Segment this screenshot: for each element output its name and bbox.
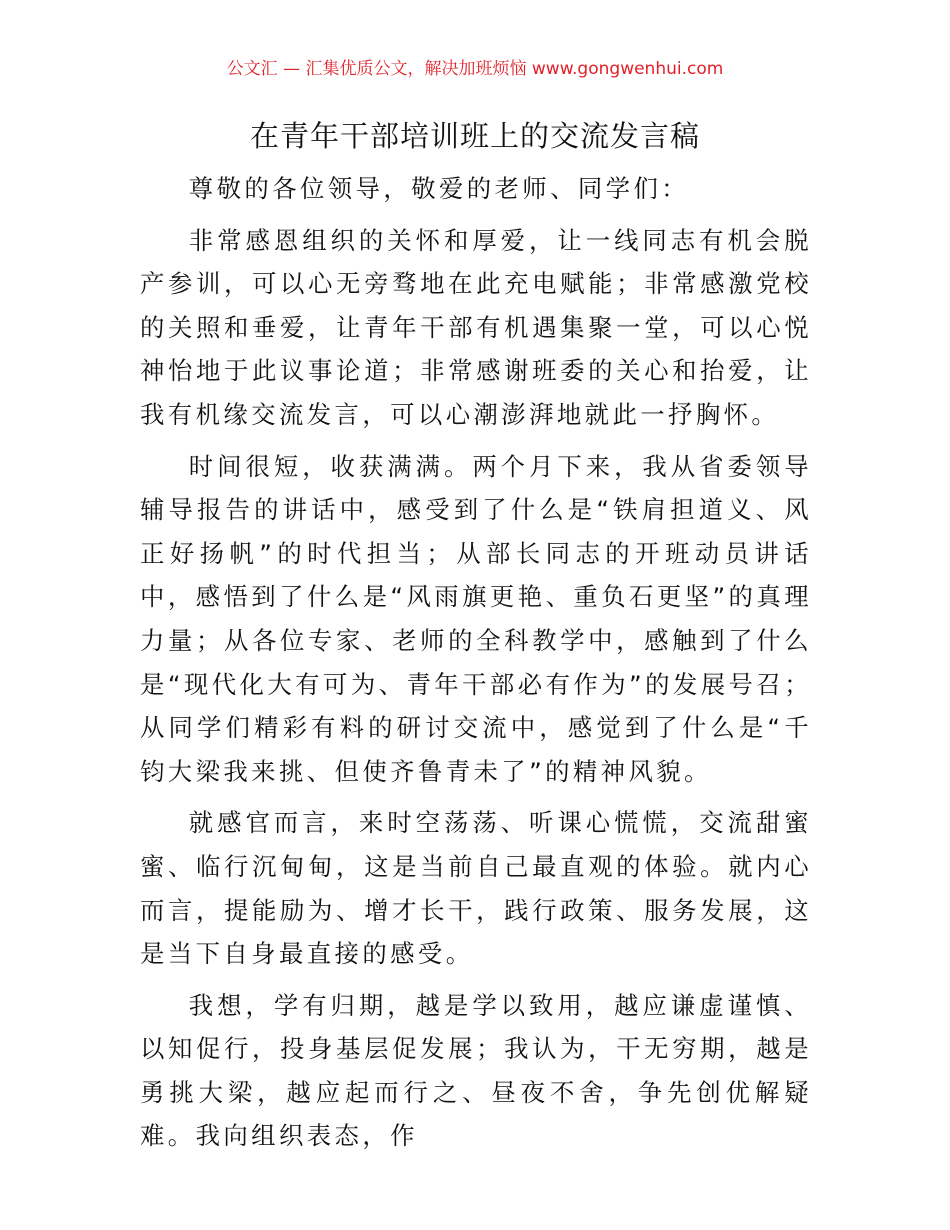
document-body	[140, 167, 812, 1166]
body-paragraph-4: 我想，学有归期，越是学以致用，越应谦虚谨慎、以知促行，投身基层促发展；我认为，干无穷期，越是勇挑大梁，越应起而行之、昼夜不舍，争先创优解疑难。我向组织表态，作	[140, 990, 812, 1151]
body-paragraph-3: 就感官而言，来时空荡荡、听课心慌慌，交流甜蜜蜜、临行沉甸甸，这是当前自己最直观的体验。就内心而言，提能励为、增才长干，践行政策、服务发展，这是当下自身最直接的感受。	[140, 808, 812, 969]
document-title: 在青年干部培训班上的交流发言稿	[249, 119, 700, 153]
body-paragraph-2: 时间很短，收获满满。两个月下来，我从省委领导辅导报告的讲话中，感受到了什么是“铁肩担道义、风正好扬帆”的时代担当；从部长同志的开班动员讲话中，感悟到了什么是“风雨旗更艳、重负石更坚”的真理力量；从各位专家、老师的全科教学中，感触到了什么是“现代化大有可为、青年干部必有作为”的发展号召；从同学们精彩有料的研讨交流中，感觉到了什么是“千钧大梁我来挑、但使齐鲁青未了”的精神风貌。	[140, 451, 812, 786]
greeting-paragraph: 尊敬的各位领导，敬爱的老师、同学们：	[188, 174, 690, 203]
body-paragraph-1: 非常感恩组织的关怀和厚爱，让一线同志有机会脱产参训，可以心无旁骛地在此充电赋能；非常感激党校的关照和垂爱，让青年干部有机遇集聚一堂，可以心悦神怡地于此议事论道；非常感谢班委的关心和抬爱，让我有机缘交流发言，可以心潮澎湃地就此一抒胸怀。	[140, 225, 812, 429]
watermark-header: 公文汇 — 汇集优质公文，解决加班烦恼 www.gongwenhui.com	[226, 59, 724, 79]
